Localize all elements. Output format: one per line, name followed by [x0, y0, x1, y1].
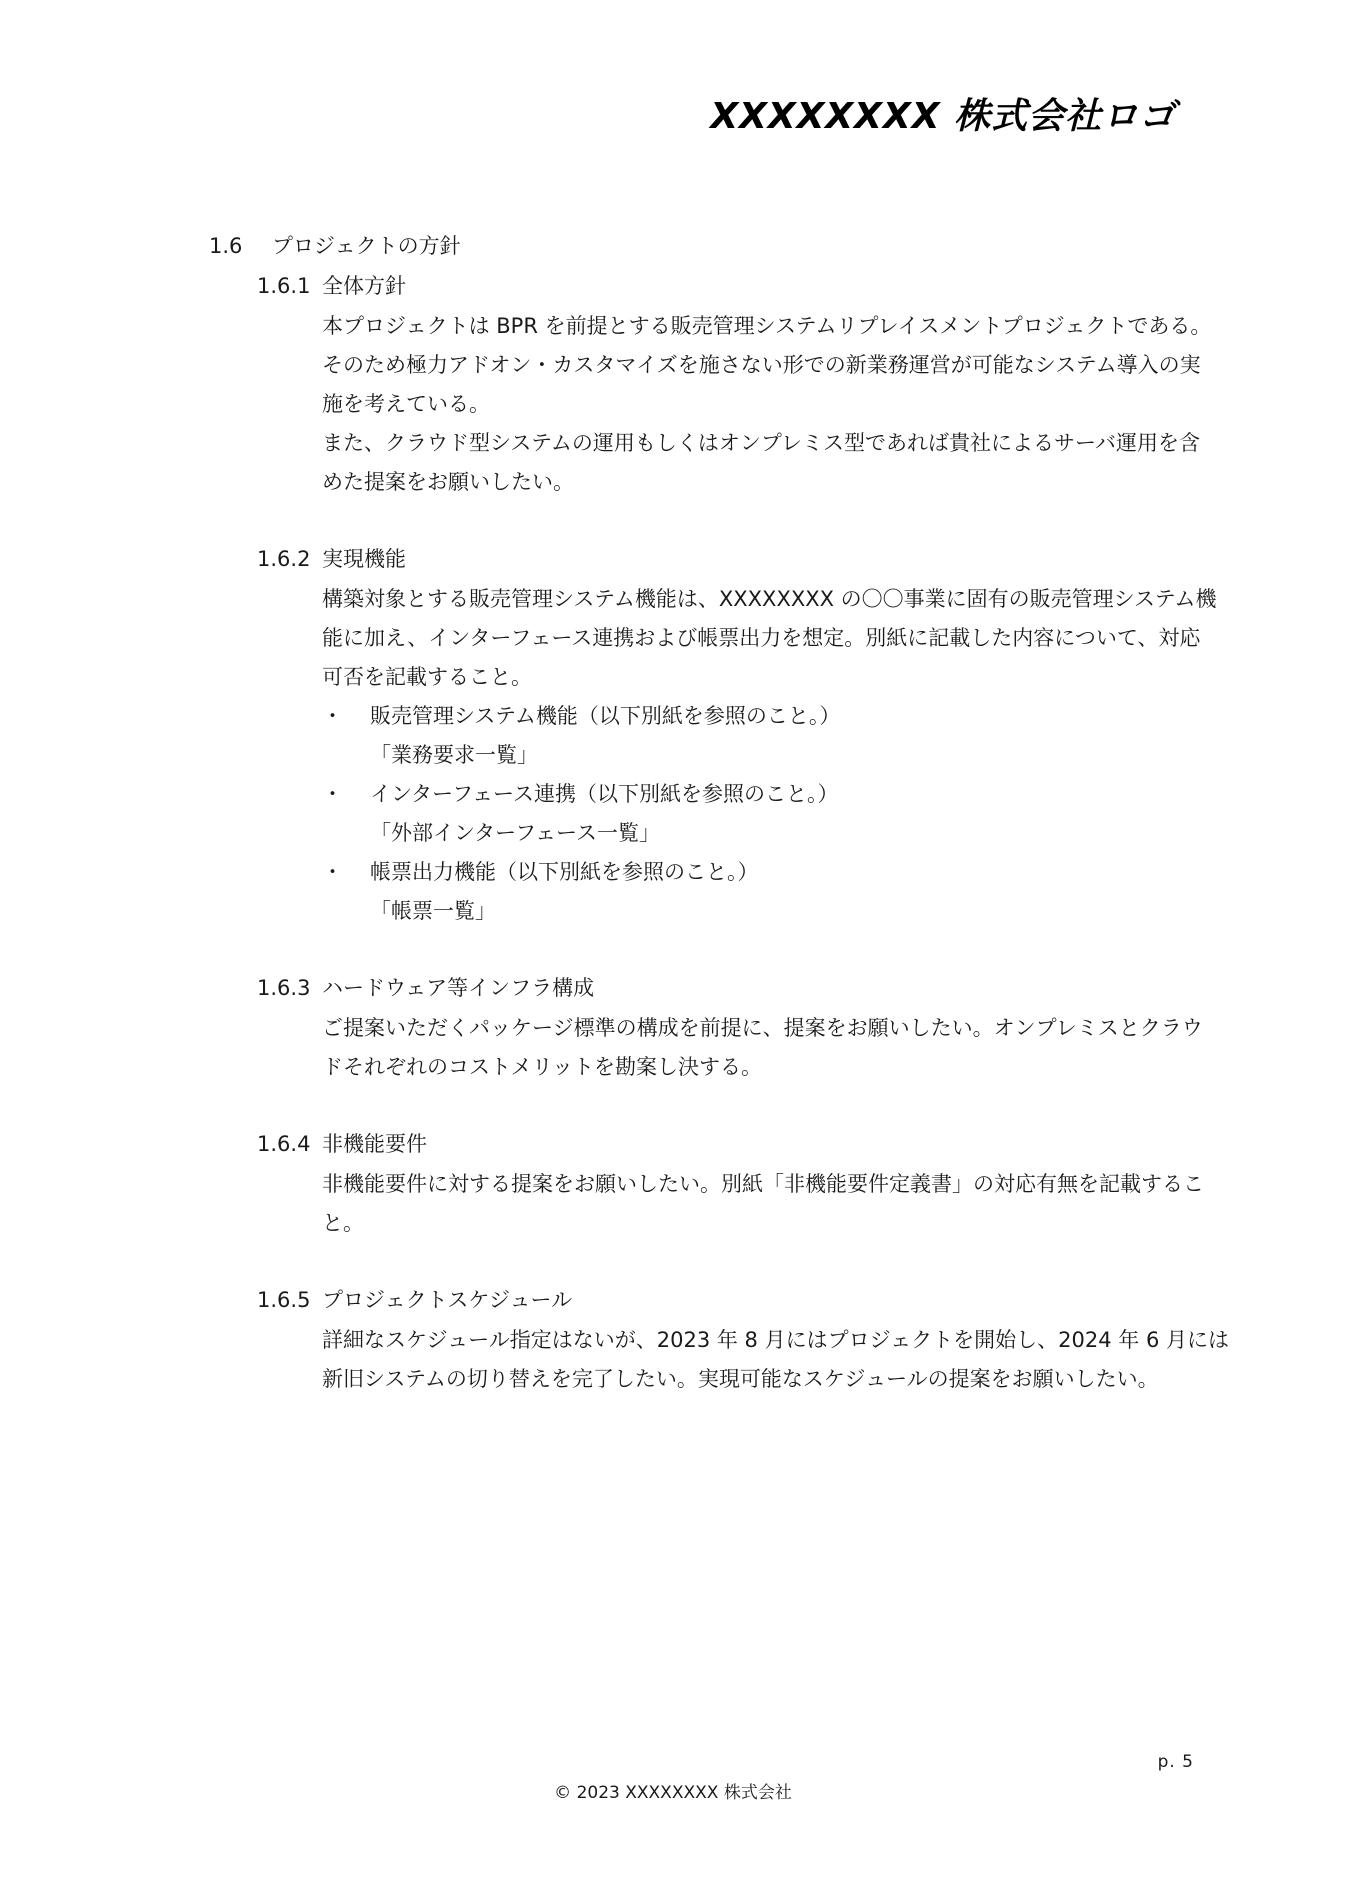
subsection-heading-1-6-4: [257, 1129, 427, 1159]
subsection-title: 非機能要件: [322, 1132, 427, 1156]
paragraph-line: 詳細なスケジュール指定はないが、2023 年 8 月にはプロジェクトを開始し、2024 年 6 月には: [322, 1328, 1229, 1352]
subsection-number: 1.6.2: [257, 547, 311, 571]
paragraph-line: 可否を記載すること。: [322, 665, 532, 689]
bullet-reference: 「外部インターフェース一覧」: [370, 821, 661, 845]
bullet-mark: ・: [322, 704, 343, 728]
paragraph-line: 新旧システムの切り替えを完了したい。実現可能なスケジュールの提案をお願いしたい。: [322, 1367, 1159, 1391]
paragraph-overall-policy: [322, 307, 1212, 502]
subsection-heading-1-6-3: [257, 973, 594, 1003]
paragraph-nonfunctional: [322, 1165, 1204, 1243]
subsection-title: 全体方針: [322, 274, 406, 298]
subsection-heading-1-6-1: [257, 271, 406, 301]
paragraph-functions: [322, 580, 1217, 697]
paragraph-line: めた提案をお願いしたい。: [322, 470, 574, 494]
page-number: p. 5: [1157, 1752, 1194, 1772]
bullet-text: 販売管理システム機能（以下別紙を参照のこと。）: [370, 704, 841, 728]
subsection-number: 1.6.1: [257, 274, 311, 298]
company-logo: XXXXXXXX 株式会社ロゴ: [710, 96, 1176, 137]
paragraph-line: そのため極力アドオン・カスタマイズを施さない形での新業務運営が可能なシステム導入の実: [322, 353, 1201, 377]
subsection-title: プロジェクトスケジュール: [322, 1288, 573, 1312]
subsection-heading-1-6-2: [257, 544, 406, 574]
paragraph-line: 能に加え、インターフェース連携および帳票出力を想定。別紙に記載した内容について、対応: [322, 626, 1201, 650]
subsection-title: 実現機能: [322, 547, 406, 571]
bullet-text: インターフェース連携（以下別紙を参照のこと。）: [370, 782, 839, 806]
section-heading: [209, 231, 461, 261]
paragraph-line: また、クラウド型システムの運用もしくはオンプレミス型であれば貴社によるサーバ運用を含: [322, 431, 1201, 455]
subsection-title: ハードウェア等インフラ構成: [322, 976, 595, 1000]
bullet-mark: ・: [322, 782, 343, 806]
subsection-heading-1-6-5: [257, 1285, 572, 1315]
bullet-reference: 「帳票一覧」: [370, 899, 496, 923]
subsection-number: 1.6.3: [257, 976, 311, 1000]
bullet-item: [322, 853, 759, 892]
bullet-item: [322, 697, 840, 736]
bullet-text: 帳票出力機能（以下別紙を参照のこと。）: [370, 860, 759, 884]
copyright-footer: © 2023 XXXXXXXX 株式会社: [554, 1783, 792, 1803]
paragraph-line: ご提案いただくパッケージ標準の構成を前提に、提案をお願いしたい。オンプレミスとクラウ: [322, 1016, 1203, 1040]
bullet-item: [322, 775, 839, 814]
paragraph-line: 構築対象とする販売管理システム機能は、XXXXXXXX の〇〇事業に固有の販売管理システム機: [322, 587, 1217, 611]
section-title: プロジェクトの方針: [272, 234, 461, 258]
subsection-number: 1.6.4: [257, 1132, 311, 1156]
subsection-number: 1.6.5: [257, 1288, 311, 1312]
paragraph-infrastructure: [322, 1009, 1203, 1087]
paragraph-schedule: [322, 1321, 1229, 1399]
paragraph-line: ドそれぞれのコストメリットを勘案し決する。: [322, 1055, 762, 1079]
bullet-mark: ・: [322, 860, 343, 884]
paragraph-line: 非機能要件に対する提案をお願いしたい。別紙「非機能要件定義書」の対応有無を記載するこ: [322, 1172, 1204, 1196]
paragraph-line: 施を考えている。: [322, 392, 490, 416]
paragraph-line: と。: [322, 1211, 364, 1235]
section-number: 1.6: [209, 234, 243, 258]
bullet-reference: 「業務要求一覧」: [370, 743, 538, 767]
paragraph-line: 本プロジェクトは BPR を前提とする販売管理システムリプレイスメントプロジェクトである。: [322, 314, 1212, 338]
